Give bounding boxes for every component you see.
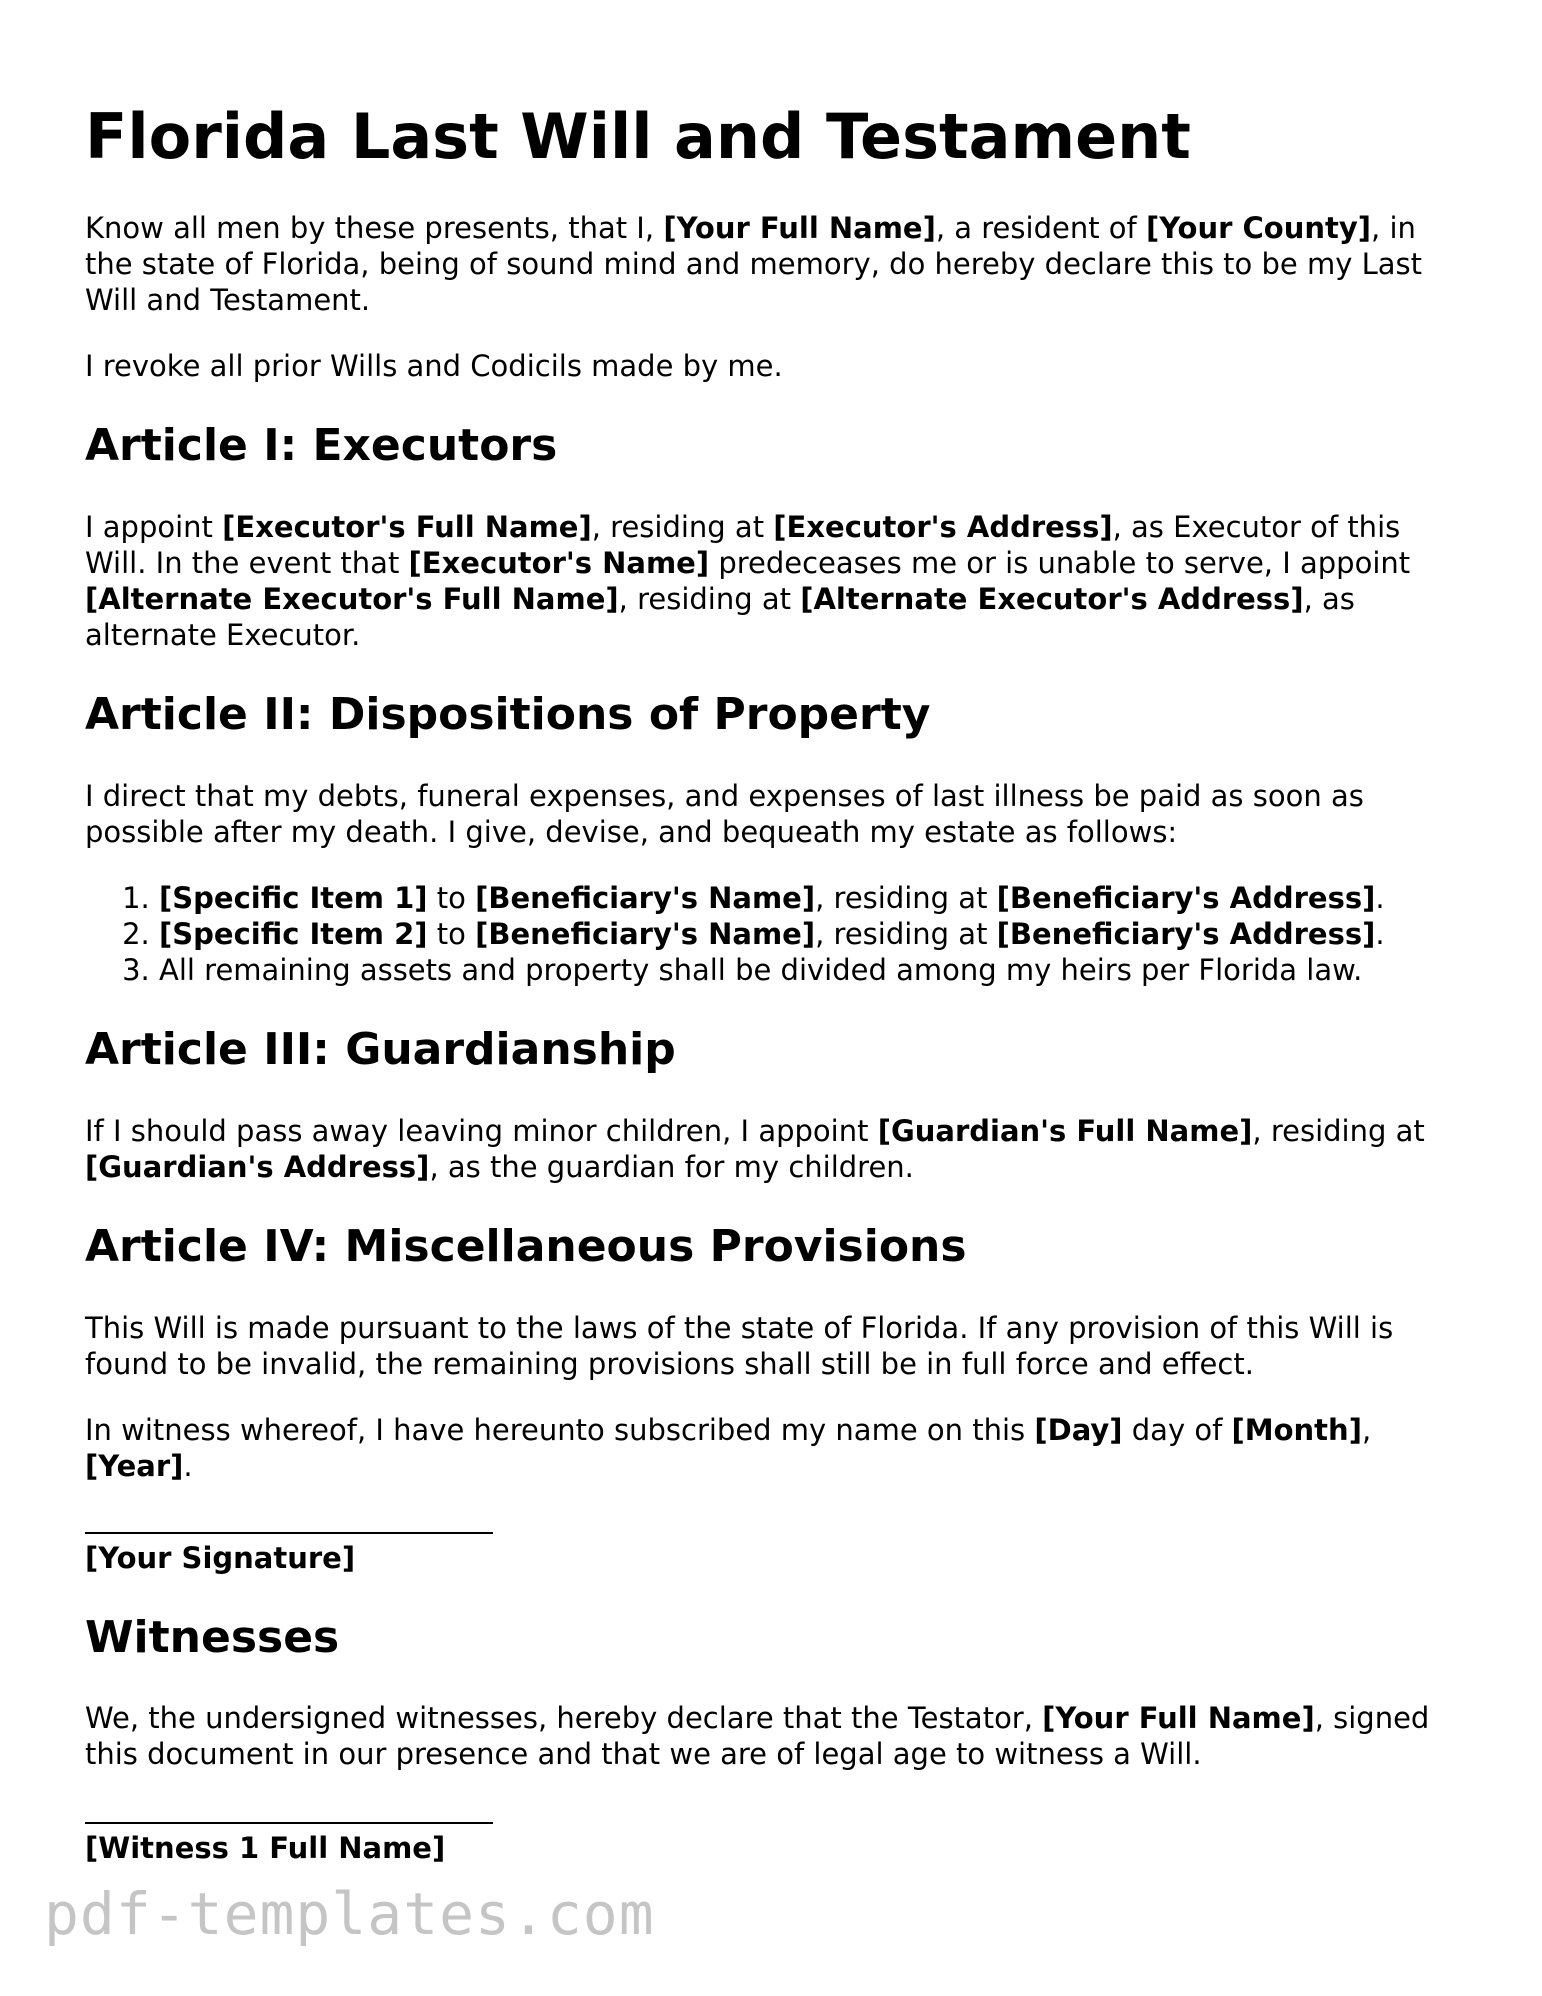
intro-paragraph: [85, 210, 1465, 318]
article-1-paragraph: [85, 509, 1465, 653]
executor-short-name-placeholder: [Executor's Name]: [408, 546, 710, 581]
day-placeholder: [Day]: [1034, 1412, 1123, 1447]
article-4-paragraph: This Will is made pursuant to the laws of the state of Florida. If any provision of this Will is found to be invalid, the remaining provisions shall still be in full force and effect.: [85, 1310, 1394, 1381]
witnesses-heading: Witnesses: [85, 1611, 340, 1663]
month-placeholder: [Month]: [1231, 1412, 1362, 1447]
guardian-name-placeholder: [Guardian's Full Name]: [877, 1113, 1253, 1148]
year-placeholder: [Year]: [85, 1448, 184, 1483]
article-2-heading: Article II: Dispositions of Property: [85, 689, 931, 741]
witness-whereof-paragraph: [85, 1412, 1465, 1484]
article-text: I appoint: [85, 510, 223, 545]
article-text: , residing at: [591, 510, 774, 545]
executor-address-placeholder: [Executor's Address]: [773, 510, 1113, 545]
guardian-address-placeholder: [Guardian's Address]: [85, 1149, 430, 1184]
watermark: pdf-templates.com: [44, 1880, 655, 1948]
article-text: day of: [1122, 1412, 1232, 1447]
testator-signature-block: [85, 1532, 1465, 1576]
beneficiary-name-placeholder: [Beneficiary's Name]: [475, 880, 816, 915]
testator-name-placeholder: [Your Full Name]: [663, 211, 936, 246]
list-item: [159, 916, 1465, 952]
signature-line[interactable]: [85, 1532, 493, 1534]
article-1-heading: Article I: Executors: [85, 420, 558, 472]
specific-item-placeholder: [Specific Item 2]: [159, 916, 428, 951]
intro-text: , a resident of: [935, 211, 1146, 246]
revoke-paragraph: I revoke all prior Wills and Codicils made by me.: [85, 349, 783, 384]
list-text: .: [1375, 916, 1385, 951]
bequest-list: [85, 880, 1465, 988]
signature-label: [Your Signature]: [85, 1540, 356, 1575]
intro-text: Know all men by these presents, that I,: [85, 211, 664, 246]
county-placeholder: [Your County]: [1145, 211, 1372, 246]
list-text: , residing at: [815, 916, 997, 951]
article-3-paragraph: [85, 1113, 1465, 1185]
beneficiary-address-placeholder: [Beneficiary's Address]: [996, 916, 1376, 951]
witness-1-signature-block: [85, 1822, 1465, 1866]
article-4-heading: Article IV: Miscellaneous Provisions: [85, 1220, 967, 1272]
article-2-paragraph: I direct that my debts, funeral expenses, and expenses of last illness be paid as soon as possible after my death. I give, devise, and bequeath my estate as follows:: [85, 778, 1364, 849]
list-text: .: [1375, 880, 1385, 915]
article-3-heading: Article III: Guardianship: [85, 1023, 676, 1075]
list-text: , residing at: [815, 880, 997, 915]
document-title: Florida Last Will and Testament: [85, 100, 1191, 173]
article-text: , as Executor of this Will. In the event that: [85, 510, 1401, 581]
list-item: [159, 880, 1465, 916]
witness-text: We, the undersigned witnesses, hereby declare that the Testator,: [85, 1701, 1043, 1736]
executor-name-placeholder: [Executor's Full Name]: [222, 510, 592, 545]
testator-name-placeholder: [Your Full Name]: [1042, 1701, 1315, 1736]
article-text: , as alternate Executor.: [85, 582, 1355, 653]
article-text: If I should pass away leaving minor children, I appoint: [85, 1113, 878, 1148]
article-text: ,: [1361, 1412, 1372, 1447]
intro-text: , in the state of Florida, being of sound mind and memory, do hereby declare this to be my Last Will and Testament.: [85, 211, 1423, 318]
article-text: , residing at: [618, 582, 801, 617]
beneficiary-name-placeholder: [Beneficiary's Name]: [475, 916, 816, 951]
witness-1-label: [Witness 1 Full Name]: [85, 1831, 446, 1866]
document-page: [85, 100, 1465, 1886]
article-text: .: [183, 1448, 193, 1483]
beneficiary-address-placeholder: [Beneficiary's Address]: [996, 880, 1376, 915]
list-item: 3. All remaining assets and property shall be divided among my heirs per Florida law.: [159, 952, 1465, 988]
alternate-executor-address-placeholder: [Alternate Executor's Address]: [800, 582, 1304, 617]
witness-text: , signed this document in our presence and that we are of legal age to witness a Will.: [85, 1701, 1430, 1772]
article-text: , as the guardian for my children.: [429, 1149, 914, 1184]
article-text: In witness whereof, I have hereunto subscribed my name on this: [85, 1412, 1035, 1447]
witnesses-paragraph: [85, 1700, 1465, 1772]
list-text: to: [427, 880, 476, 915]
witness-1-signature-line[interactable]: [85, 1822, 493, 1824]
article-text: , residing at: [1252, 1113, 1425, 1148]
article-text: predeceases me or is unable to serve, I appoint: [709, 546, 1411, 581]
alternate-executor-name-placeholder: [Alternate Executor's Full Name]: [85, 582, 619, 617]
list-text: to: [427, 916, 476, 951]
specific-item-placeholder: [Specific Item 1]: [159, 880, 428, 915]
